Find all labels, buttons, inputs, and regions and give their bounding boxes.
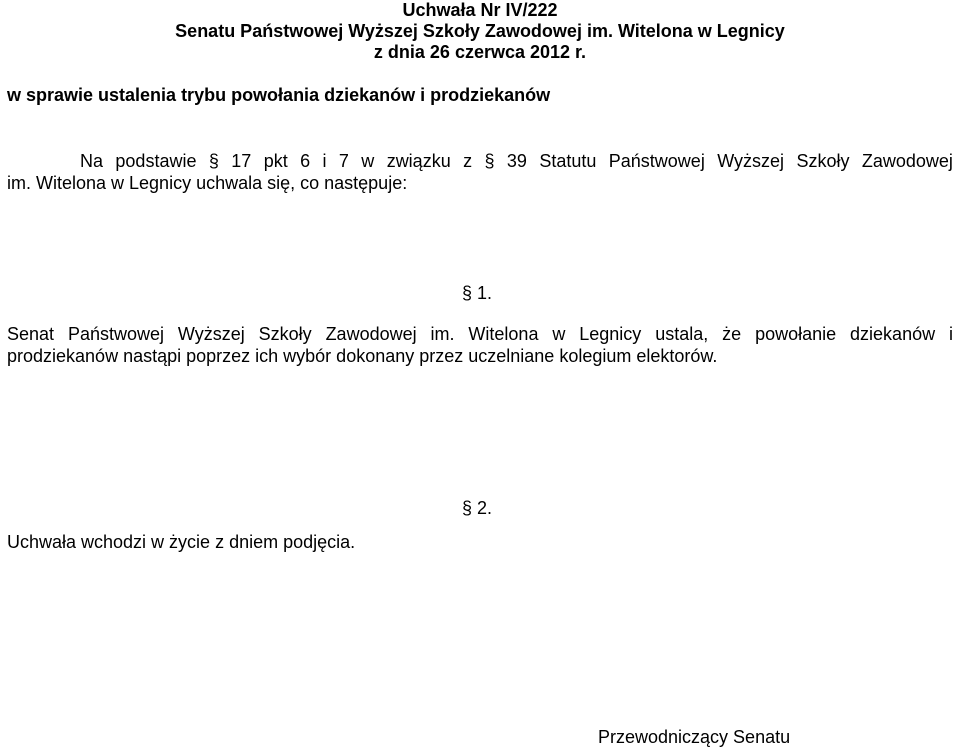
preamble-word: związku	[386, 151, 451, 171]
section-1-label: § 1.	[462, 283, 493, 303]
preamble-word: podstawie	[115, 151, 197, 171]
resolution-header	[0, 0, 960, 63]
preamble	[7, 150, 953, 194]
resolution-issuer: Senatu Państwowej Wyższej Szkoły Zawodowej im. Witelona w Legnicy	[175, 21, 785, 41]
preamble-word: w	[361, 151, 375, 171]
paragraph-sign: §	[208, 151, 219, 171]
section-2-label: § 2.	[462, 498, 493, 518]
paragraph-sign: §	[484, 151, 495, 171]
preamble-word: Zawodowej	[861, 151, 953, 171]
preamble-line-2: im. Witelona w Legnicy uchwala się, co następuje:	[7, 173, 408, 193]
preamble-word: 7	[338, 151, 349, 171]
signature-line: Przewodniczący Senatu	[598, 727, 791, 747]
preamble-word: Szkoły	[796, 151, 850, 171]
resolution-number: Uchwała Nr IV/222	[402, 0, 558, 20]
preamble-word: 17	[231, 151, 252, 171]
preamble-word: pkt	[263, 151, 288, 171]
preamble-word: z	[463, 151, 473, 171]
preamble-line-1	[7, 150, 953, 172]
resolution-date: z dnia 26 czerwca 2012 r.	[373, 42, 587, 62]
preamble-word: i	[322, 151, 327, 171]
section-1-text: Senat Państwowej Wyższej Szkoły Zawodowej im. Witelona w Legnicy ustala, że powołanie dziekanów i prodziekanów nastąpi poprzez ich wybór dokonany przez uczelniane kolegium elektorów.	[7, 324, 953, 366]
preamble-word: Wyższej	[717, 151, 785, 171]
section-2-text: Uchwała wchodzi w życie z dniem podjęcia.	[7, 532, 356, 552]
preamble-word: Państwowej	[608, 151, 705, 171]
preamble-word: 39	[506, 151, 527, 171]
preamble-word: Statutu	[539, 151, 597, 171]
preamble-word: Na	[80, 151, 104, 171]
preamble-word: 6	[300, 151, 311, 171]
resolution-subject: w sprawie ustalenia trybu powołania dziekanów i prodziekanów	[7, 85, 551, 105]
